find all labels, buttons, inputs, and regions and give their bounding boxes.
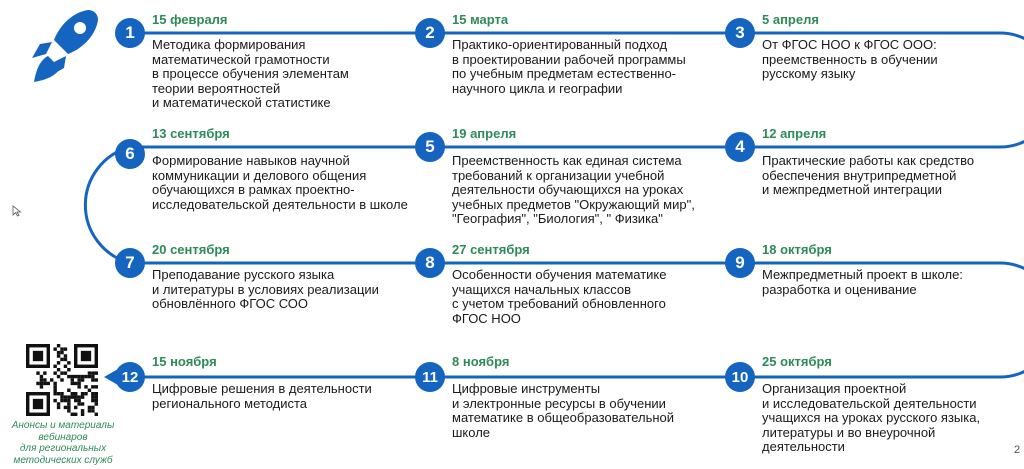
title-line: литературы и во внеурочной — [762, 424, 936, 440]
title-line: и математической статистике — [152, 95, 331, 110]
step-4-title — [762, 154, 974, 198]
title-line: научного цикла и географии — [452, 80, 623, 96]
title-line: математической грамотности — [152, 51, 330, 67]
cursor-icon — [12, 205, 22, 217]
step-9-date: 18 октября — [762, 242, 832, 257]
title-line: преемственность в обучении — [762, 51, 938, 67]
step-6-number: 6 — [115, 139, 145, 169]
step-1-date: 15 февраля — [152, 12, 228, 27]
step-12-number: 12 — [115, 362, 145, 392]
title-line: и исследовательской деятельности — [762, 395, 977, 411]
rocket-icon — [30, 6, 102, 88]
step-5-date: 19 апреля — [452, 126, 517, 141]
step-11-number: 11 — [415, 362, 445, 392]
title-line: От ФГОС НОО к ФГОС ООО: — [762, 37, 937, 52]
qr-caption — [0, 420, 126, 466]
title-line: Преподавание русского языка — [152, 267, 335, 282]
qr-caption-line: методических служб — [13, 454, 113, 466]
title-line: коммуникации и делового общения — [152, 167, 367, 183]
title-line: Межпредметный проект в школе: — [762, 267, 963, 282]
step-1-number: 1 — [115, 18, 145, 48]
title-line: учащихся на уроках русского языка, — [762, 410, 981, 425]
title-line: Практические работы как средство — [762, 153, 975, 168]
title-line: обеспечения внутрипредметной — [762, 167, 957, 183]
title-line: Цифровые решения в деятельности — [152, 381, 372, 396]
title-line: учащихся начальных классов — [452, 281, 632, 297]
step-12-date: 15 ноября — [152, 354, 217, 369]
title-line: Преемственность как единая система — [452, 153, 682, 168]
step-6-title — [152, 154, 408, 212]
title-line: Особенности обучения математике — [452, 267, 667, 282]
step-6-date: 13 сентября — [152, 126, 230, 141]
title-line: Формирование навыков научной — [152, 153, 350, 168]
step-1-title — [152, 38, 349, 111]
step-3-date: 5 апреля — [762, 12, 819, 27]
step-7-title — [152, 268, 379, 312]
title-line: Организация проектной — [762, 381, 907, 396]
title-line: русскому языку — [762, 66, 856, 81]
qr-caption-line: вебинаров — [38, 431, 88, 443]
step-10-title — [762, 382, 980, 455]
title-line: Практико-ориентированный подход — [452, 37, 668, 52]
title-line: и межпредметной интеграции — [762, 182, 943, 197]
step-10-number: 10 — [725, 362, 755, 392]
title-line: обучающихся в рамках проектно- — [152, 182, 355, 197]
title-line: математике в общеобразовательной — [452, 410, 675, 425]
title-line: в проектировании рабочей программы — [452, 51, 686, 67]
title-line: ФГОС НОО — [452, 310, 521, 326]
step-2-number: 2 — [415, 18, 445, 48]
title-line: разработка и оценивание — [762, 281, 917, 297]
step-9-number: 9 — [725, 248, 755, 278]
step-3-number: 3 — [725, 18, 755, 48]
step-8-title — [452, 268, 667, 326]
title-line: учебных предметов "Окружающий мир", — [452, 196, 695, 212]
step-11-date: 8 ноября — [452, 354, 510, 369]
title-line: и электронные ресурсы в обучении — [452, 395, 666, 411]
title-line: с учетом требований обновленного — [452, 296, 666, 311]
title-line: школе — [452, 424, 491, 440]
step-8-number: 8 — [415, 248, 445, 278]
qr-caption-line: для региональных — [19, 443, 107, 454]
title-line: по учебным предметам естественно- — [452, 66, 677, 81]
step-4-number: 4 — [725, 132, 755, 162]
step-7-date: 20 сентября — [152, 242, 230, 257]
step-5-title — [452, 154, 695, 227]
step-7-number: 7 — [115, 248, 145, 278]
title-line: Методика формирования — [152, 37, 306, 52]
qr-code-icon — [26, 344, 98, 416]
step-8-date: 27 сентября — [452, 242, 530, 257]
step-12-title — [152, 382, 372, 411]
qr-caption-line: Анонсы и материалы — [11, 420, 115, 431]
step-9-title — [762, 268, 963, 297]
title-line: деятельности обучающихся на уроках — [452, 182, 684, 197]
title-line: "География", "Биология", " Физика" — [452, 211, 663, 226]
title-line: и литературы в условиях реализации — [152, 281, 379, 297]
title-line: регионального методиста — [152, 395, 308, 411]
title-line: деятельности — [762, 439, 845, 454]
step-11-title — [452, 382, 674, 440]
step-4-date: 12 апреля — [762, 126, 827, 141]
step-2-title — [452, 38, 686, 96]
title-line: исследовательской деятельности в школе — [152, 196, 408, 212]
title-line: Цифровые инструменты — [452, 381, 601, 396]
page-number: 2 — [1014, 444, 1021, 456]
title-line: обновлённого ФГОС СОО — [152, 296, 309, 311]
step-5-number: 5 — [415, 132, 445, 162]
title-line: теории вероятностей — [152, 80, 281, 96]
step-2-date: 15 марта — [452, 12, 509, 27]
step-3-title — [762, 38, 938, 82]
step-10-date: 25 октября — [762, 354, 832, 369]
title-line: в процессе обучения элементам — [152, 66, 349, 81]
title-line: требований к организации учебной — [452, 167, 665, 183]
